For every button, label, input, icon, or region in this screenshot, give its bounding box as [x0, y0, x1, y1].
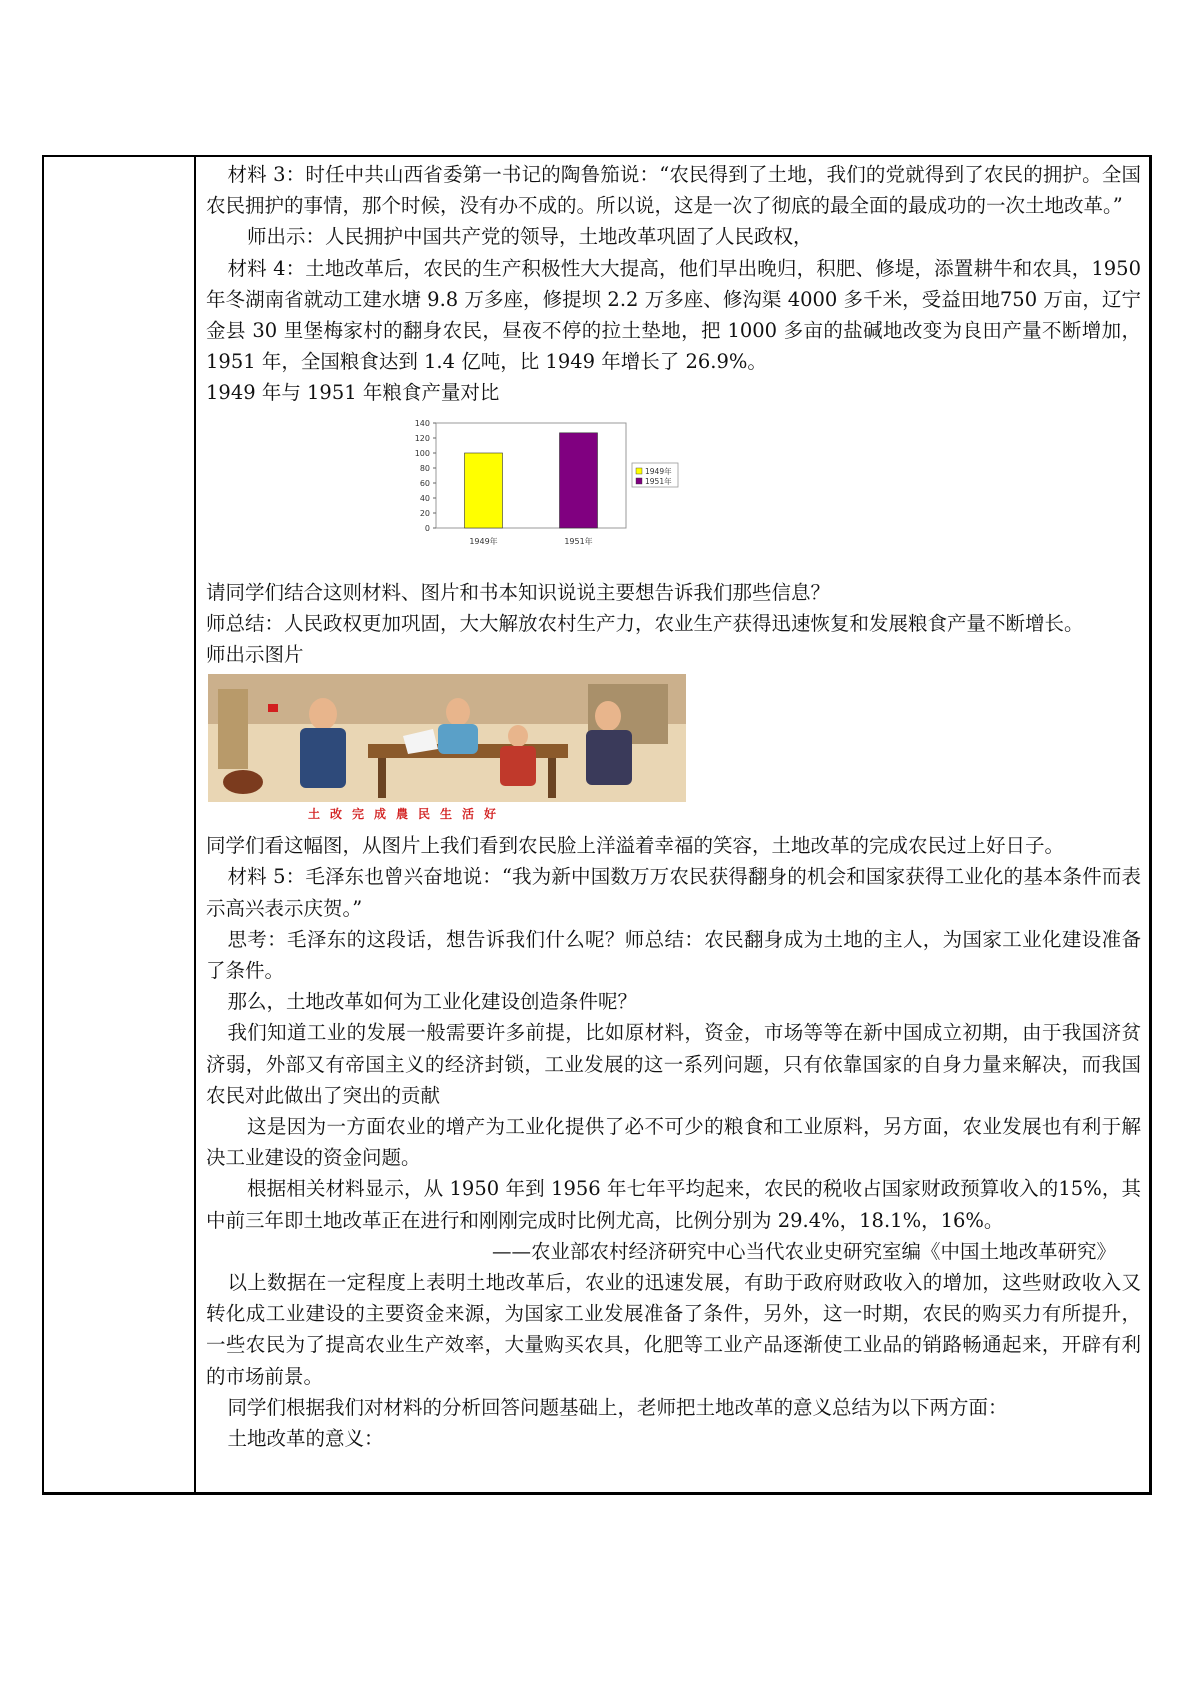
material-5-paragraph: 材料 5：毛泽东也曾兴奋地说：“我为新中国数万万农民获得翻身的机会和国家获得工业化的基本条件而表示高兴表示庆贺。” [206, 865, 1141, 920]
poster-caption: 土改完成農民生活好 [308, 807, 507, 822]
grain-chart-svg [401, 413, 681, 568]
lesson-table [42, 155, 1152, 1495]
grain-output-chart [206, 413, 1141, 573]
material-4-paragraph: 材料 4：土地改革后，农民的生产积极性大大提高，他们早出晚归，积肥、修堤，添置耕牛和农具，1950 年冬湖南省就动工建水塘 9.8 万多座，修提坝 2.2 万多座、修沟渠 4000 多千米，受益田地750 万亩，辽宁金县 30 里堡梅家村的翻身农民，昼夜不停的拉土垫地，把 1000 多亩的盐碱地改变为良田产量不断增加，1951 年，全国粮食达到 1.4 亿吨，比 1949 年增长了 26.9%。 [206, 256, 1141, 374]
x-tick-label: 1949年 [469, 536, 498, 546]
material-3-paragraph: 材料 3：时任中共山西省委第一书记的陶鲁笳说：“农民得到了土地，我们的党就得到了农民的拥护。全国农民拥护的事情，那个时候，没有办不成的。所以说，这是一次了彻底的最全面的最成功的一次土地改革。” [206, 163, 1141, 218]
chart-heading: 1949 年与 1951 年粮食产量对比 [206, 381, 500, 405]
x-tick-label: 1951年 [564, 536, 593, 546]
y-tick-label: 100 [414, 448, 430, 458]
legend-label: 1951年 [645, 476, 672, 486]
significance-heading: 土地改革的意义： [227, 1427, 384, 1451]
y-tick-label: 120 [414, 433, 430, 443]
legend-swatch [636, 468, 642, 474]
question-paragraph: 请同学们结合这则材料、图片和书本知识说说主要想告诉我们那些信息？ [206, 580, 831, 604]
legend-label: 1949年 [645, 466, 672, 476]
picture-description: 同学们看这幅图，从图片上我们看到农民脸上洋溢着幸福的笑容，土地改革的完成农民过上好日子。 [206, 834, 1065, 858]
y-tick-label: 20 [419, 508, 430, 518]
y-tick-label: 40 [419, 493, 430, 503]
poster-illustration [208, 674, 686, 802]
y-tick-label: 60 [419, 478, 430, 488]
y-tick-label: 0 [424, 523, 430, 533]
teacher-summary-paragraph: 师总结：人民政权更加巩固，大大解放农村生产力，农业生产获得迅速恢复和发展粮食产量不断增长。 [206, 611, 1084, 635]
bar-0 [465, 453, 503, 528]
agriculture-contribution-paragraph: 这是因为一方面农业的增产为工业化提供了必不可少的粮食和工业原料，另方面，农业发展也有利于解决工业建设的资金问题。 [206, 1115, 1141, 1170]
y-tick-label: 80 [419, 463, 430, 473]
how-question-paragraph: 那么，土地改革如何为工业化建设创造条件呢？ [227, 990, 637, 1014]
source-citation: ——农业部农村经济研究中心当代农业史研究室编《中国土地改革研究》 [491, 1239, 1116, 1263]
teacher-show-paragraph: 师出示：人民拥护中国共产党的领导，土地改革巩固了人民政权， [246, 225, 813, 249]
y-tick-label: 140 [414, 418, 430, 428]
teacher-show-picture: 师出示图片 [206, 643, 304, 667]
summary-intro-paragraph: 同学们根据我们对材料的分析回答问题基础上，老师把土地改革的意义总结为以下两方面： [227, 1395, 1008, 1419]
bar-1 [560, 432, 598, 527]
table-content-cell [206, 159, 1141, 1454]
land-reform-poster [208, 674, 686, 826]
analysis-paragraph: 以上数据在一定程度上表明土地改革后，农业的迅速发展，有助于政府财政收入的增加，这些财政收入又转化成工业建设的主要资金来源，为国家工业发展准备了条件，另外，这一时期，农民的购买力有所提升，一些农民为了提高农业生产效率，大量购买农具，化肥等工业产品逐渐使工业品的销路畅通起来，开辟有利的市场前景。 [206, 1271, 1141, 1388]
table-left-column [44, 157, 196, 1492]
tax-data-paragraph: 根据相关材料显示，从 1950 年到 1956 年七年平均起来，农民的税收占国家财政预算收入的15%，其中前三年即土地改革正在进行和刚刚完成时比例尤高，比例分别为 29.4%，18.1%，16%。 [206, 1177, 1141, 1232]
think-paragraph: 思考：毛泽东的这段话，想告诉我们什么呢？师总结：农民翻身成为土地的主人，为国家工业化建设准备了条件。 [206, 927, 1141, 983]
industry-premise-paragraph: 我们知道工业的发展一般需要许多前提，比如原材料，资金，市场等等在新中国成立初期，由于我国济贫济弱，外部又有帝国主义的经济封锁，工业发展的这一系列问题，只有依靠国家的自身力量来解决，而我国农民对此做出了突出的贡献 [206, 1021, 1141, 1107]
legend-swatch [636, 478, 642, 484]
